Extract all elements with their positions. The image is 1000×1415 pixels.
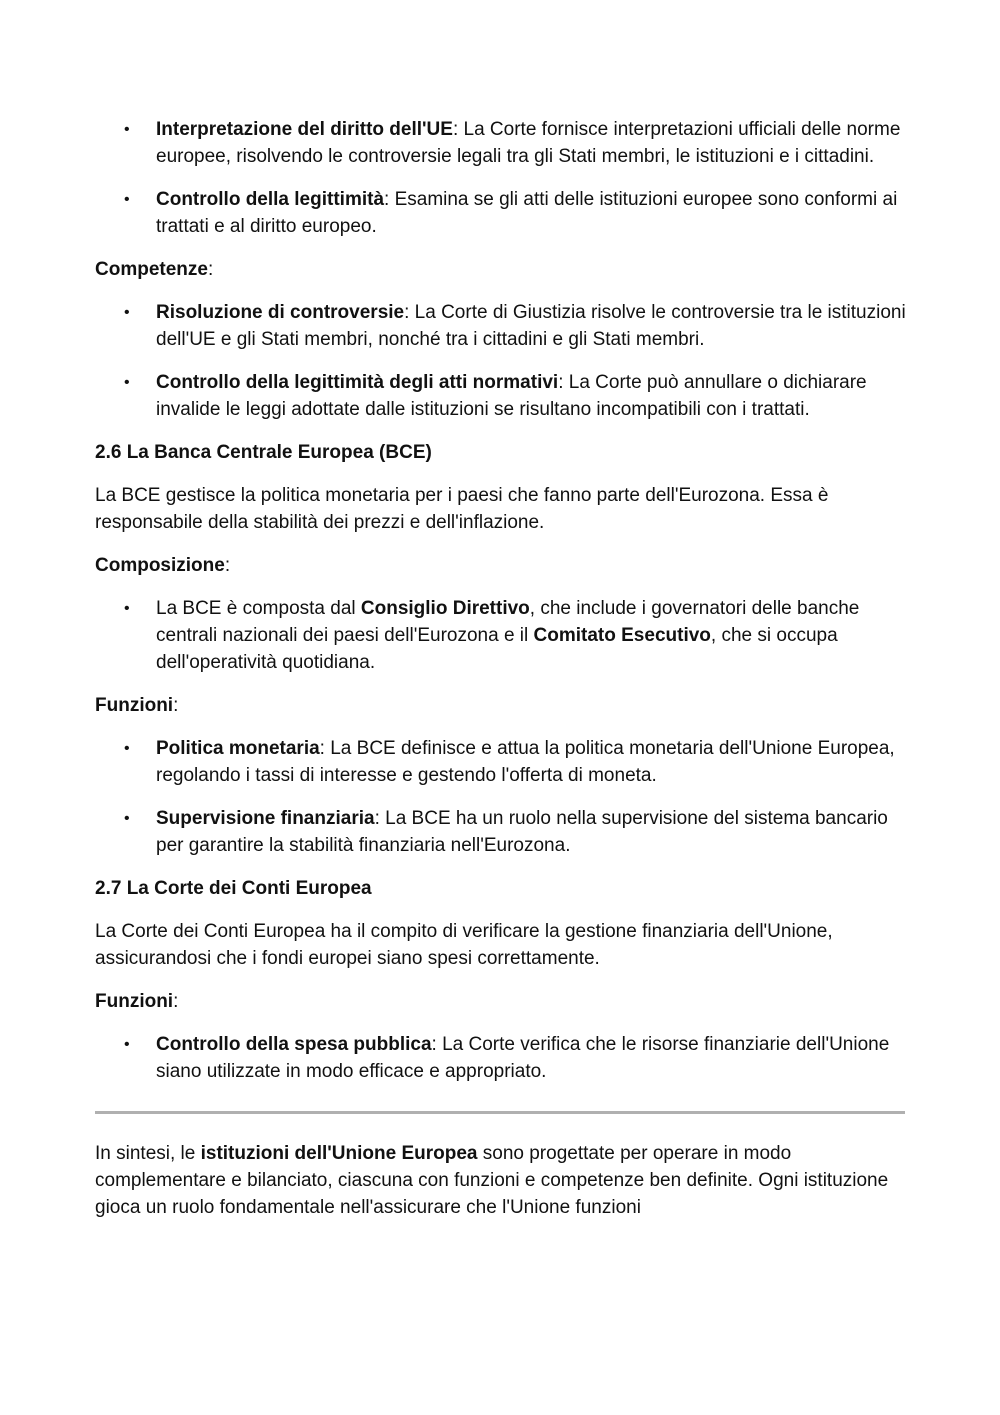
term: Controllo della legittimità degli atti normativi (156, 372, 559, 393)
term: Supervisione finanziaria (156, 808, 375, 829)
bullet-icon: • (124, 121, 130, 138)
label-funzioni-corte: Funzioni: (95, 991, 179, 1012)
list-item (95, 116, 906, 170)
section-heading-bce: 2.6 La Banca Centrale Europea (BCE) (95, 442, 432, 463)
list-item (95, 186, 906, 240)
list-item: • La BCE è composta dal Consiglio Direttivo, che include i governatori delle banche centrali nazionali dei paesi dell'Eurozona e il Comitato Esecutivo, che si occupa dell'operatività quotidiana. (95, 595, 906, 676)
label-composizione: Composizione: (95, 555, 231, 576)
description: : La Corte fornisce interpretazioni ufficiali delle norme europee, risolvendo le controversie legali tra gli Stati membri, le istituzioni e i cittadini. (156, 119, 901, 167)
horizontal-divider (95, 1111, 905, 1114)
list-item (95, 735, 906, 789)
description: : La Corte di Giustizia risolve le controversie tra le istituzioni dell'UE e gli Stati membri, nonché tra i cittadini e gli Stati membri. (156, 302, 906, 350)
bullet-icon: • (124, 740, 130, 757)
paragraph-sintesi: In sintesi, le istituzioni dell'Unione Europea sono progettate per operare in modo complementare e bilanciato, ciascuna con funzioni e competenze ben definite. Ogni istituzione gioca un ruolo fondamentale nell'assicurare che l'Unione funzioni (95, 1143, 889, 1218)
bullet-icon: • (124, 1036, 130, 1053)
description: : La BCE definisce e attua la politica monetaria dell'Unione Europea, regolando i tassi di interesse e gestendo l'offerta di moneta. (156, 738, 895, 786)
bullet-list-composizione (95, 595, 905, 676)
description: : La Corte può annullare o dichiarare invalide le leggi adottate dalle istituzioni se risultano incompatibili con i trattati. (156, 372, 867, 420)
list-item (95, 299, 906, 353)
bullet-icon: • (124, 374, 130, 391)
description: : La Corte verifica che le risorse finanziarie dell'Unione siano utilizzate in modo efficace e appropriato. (156, 1034, 890, 1082)
term: Politica monetaria (156, 738, 320, 759)
label-funzioni-bce: Funzioni: (95, 695, 179, 716)
list-item (95, 805, 906, 859)
bullet-icon: • (124, 810, 130, 827)
term: Controllo della legittimità (156, 189, 385, 210)
description: : La BCE ha un ruolo nella supervisione del sistema bancario per garantire la stabilità finanziaria nell'Eurozona. (156, 808, 888, 856)
section-heading-corte-conti: 2.7 La Corte dei Conti Europea (95, 878, 372, 899)
paragraph-corte-conti: La Corte dei Conti Europea ha il compito di verificare la gestione finanziaria dell'Unione, assicurandosi che i fondi europei siano spesi correttamente. (95, 921, 833, 969)
paragraph-bce: La BCE gestisce la politica monetaria per i paesi che fanno parte dell'Eurozona. Essa è responsabile della stabilità dei prezzi e dell'inflazione. (95, 485, 829, 533)
bullet-list-competenze (95, 299, 905, 423)
bullet-icon: • (124, 304, 130, 321)
description: : Esamina se gli atti delle istituzioni europee sono conformi ai trattati e al diritto europeo. (156, 189, 898, 237)
term: Interpretazione del diritto dell'UE (156, 119, 453, 140)
term: Controllo della spesa pubblica (156, 1034, 432, 1055)
label-competenze: Competenze: (95, 259, 214, 280)
bullet-list-funzioni-corte (95, 1031, 905, 1085)
bullet-icon: • (124, 600, 130, 617)
bullet-list-corte-ruoli (95, 116, 905, 240)
bullet-list-funzioni-bce (95, 735, 905, 859)
bullet-icon: • (124, 191, 130, 208)
list-item (95, 1031, 906, 1085)
list-item (95, 369, 906, 423)
term: Risoluzione di controversie (156, 302, 405, 323)
